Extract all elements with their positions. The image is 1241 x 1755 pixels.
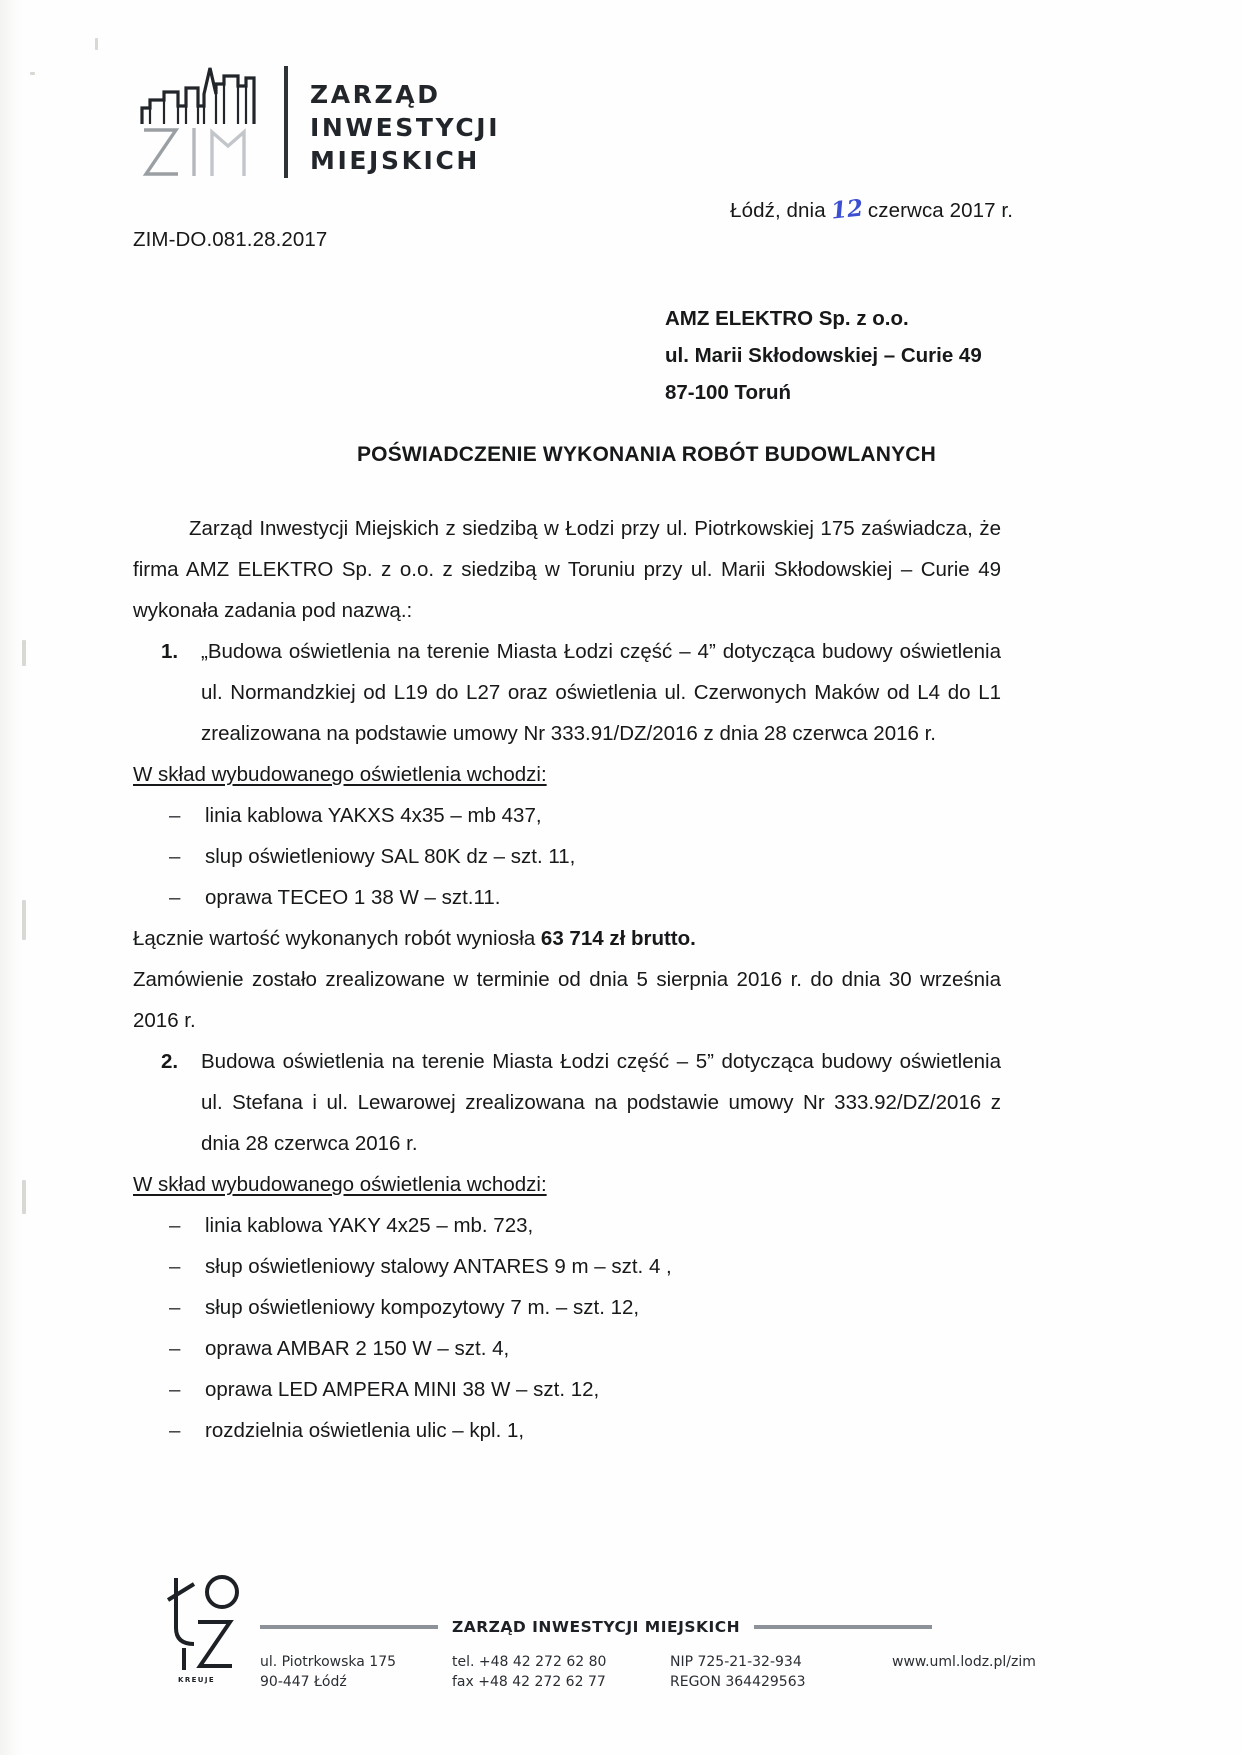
document-body <box>133 508 1001 1451</box>
dash-bullet-icon: – <box>169 1419 181 1442</box>
scan-speck <box>22 640 26 666</box>
footer-nip: NIP 725-21-32-934 <box>670 1654 802 1670</box>
task-list-1 <box>133 631 1001 754</box>
scan-edge-artifact <box>0 0 26 1755</box>
dash-bullet-icon: – <box>169 1255 181 1278</box>
list-item <box>133 1246 1001 1287</box>
dash-bullet-icon: – <box>169 1296 181 1319</box>
footer-address-city: 90-447 Łódź <box>260 1674 347 1690</box>
list-item-label: słup oświetleniowy kompozytowy 7 m. – szt. 12, <box>205 1296 640 1319</box>
footer-regon: REGON 364429563 <box>670 1674 806 1690</box>
addressee-street: ul. Marii Skłodowskiej – Curie 49 <box>665 344 982 367</box>
task-number-1: 1. <box>161 640 179 663</box>
list-item <box>133 795 1001 836</box>
list-item <box>133 1410 1001 1451</box>
contract-value-amount: 63 714 zł brutto. <box>540 927 696 950</box>
addressee-block <box>665 300 982 411</box>
list-item <box>133 836 1001 877</box>
footer-fax: fax +48 42 272 62 77 <box>452 1674 606 1690</box>
list-item-label: linia kablowa YAKY 4x25 – mb. 723, <box>205 1214 534 1237</box>
addressee-city: 87-100 Toruń <box>665 381 792 404</box>
task-item-2 <box>133 1041 1001 1164</box>
components-heading-2: W skład wybudowanego oświetlenia wchodzi: <box>133 1173 547 1196</box>
footer-rule-left <box>260 1625 438 1629</box>
dash-bullet-icon: – <box>169 1214 181 1237</box>
list-item-label: oprawa AMBAR 2 150 W – szt. 4, <box>205 1337 510 1360</box>
contract-value-line <box>133 918 1001 959</box>
task-text-1: „Budowa oświetlenia na terenie Miasta Łodzi część – 4” dotycząca budowy oświetlenia ul. Normandzkiej od L19 do L27 oraz oświetlenia ul. Czerwonych Maków od L4 do L1 zrealizowana na podstawie umowy Nr 333.91/DZ/2016 z dnia 28 czerwca 2016 r. <box>201 640 1001 745</box>
task-number-2: 2. <box>161 1050 179 1073</box>
page-title: POŚWIADCZENIE WYKONANIA ROBÓT BUDOWLANYCH <box>356 443 937 466</box>
addressee-company: AMZ ELEKTRO Sp. z o.o. <box>665 307 909 330</box>
lodz-kreuje-logo-icon <box>160 1570 264 1686</box>
footer-organisation-name: ZARZĄD INWESTYCJI MIEJSKICH <box>452 1618 741 1636</box>
footer-phone <box>452 1652 670 1692</box>
scan-speck <box>22 1180 26 1214</box>
list-item <box>133 1328 1001 1369</box>
list-item <box>133 1287 1001 1328</box>
document-footer <box>150 1570 1110 1700</box>
letterhead <box>138 62 500 180</box>
scan-speck <box>30 72 35 75</box>
components-heading-1: W skład wybudowanego oświetlenia wchodzi: <box>133 763 547 786</box>
components-list-2 <box>133 1205 1001 1451</box>
task-list-2 <box>133 1041 1001 1164</box>
logo-line-2: INWESTYCJI <box>310 113 501 142</box>
task-text-2: Budowa oświetlenia na terenie Miasta Łodzi część – 5” dotycząca budowy oświetlenia ul. Stefana i ul. Lewarowej zrealizowana na podstawie umowy Nr 333.92/DZ/2016 z dnia 28 czerwca 2016 r. <box>201 1050 1001 1155</box>
footer-website[interactable]: www.uml.lodz.pl/zim <box>892 1654 1036 1670</box>
list-item <box>133 877 1001 918</box>
handwritten-date: 12 <box>829 194 865 225</box>
components-list-1 <box>133 795 1001 918</box>
organisation-name <box>310 62 500 177</box>
footer-rule-right <box>754 1625 932 1629</box>
list-item-label: linia kablowa YAKXS 4x35 – mb 437, <box>205 804 542 827</box>
logo-line-1: ZARZĄD <box>310 80 441 109</box>
zim-skyline-logo-icon <box>138 62 270 180</box>
footer-address <box>260 1652 452 1692</box>
reference-number: ZIM-DO.081.28.2017 <box>133 228 328 251</box>
svg-text:KREUJE: KREUJE <box>178 1676 216 1684</box>
list-item <box>133 1205 1001 1246</box>
vertical-divider-icon <box>284 66 288 178</box>
footer-contact-details <box>260 1652 1120 1692</box>
list-item <box>133 1369 1001 1410</box>
dash-bullet-icon: – <box>169 1337 181 1360</box>
list-item-label: rozdzielnia oświetlenia ulic – kpl. 1, <box>205 1419 525 1442</box>
scan-speck <box>95 38 98 50</box>
scan-speck <box>22 900 26 940</box>
task-item-1 <box>133 631 1001 754</box>
dash-bullet-icon: – <box>169 886 181 909</box>
logo-line-3: MIEJSKICH <box>310 146 480 175</box>
dash-bullet-icon: – <box>169 1378 181 1401</box>
footer-address-street: ul. Piotrkowska 175 <box>260 1654 397 1670</box>
contract-value-prefix: Łącznie wartość wykonanych robót wyniosła <box>133 927 541 950</box>
list-item-label: oprawa LED AMPERA MINI 38 W – szt. 12, <box>205 1378 600 1401</box>
date-suffix: czerwca 2017 r. <box>867 199 1013 222</box>
footer-tax-ids <box>670 1652 892 1692</box>
list-item-label: oprawa TECEO 1 38 W – szt.11. <box>205 886 501 909</box>
list-item-label: slup oświetleniowy SAL 80K dz – szt. 11, <box>205 845 576 868</box>
date-line <box>730 196 1013 223</box>
footer-tel: tel. +48 42 272 62 80 <box>452 1654 607 1670</box>
list-item-label: słup oświetleniowy stalowy ANTARES 9 m – szt. 4 , <box>205 1255 672 1278</box>
dash-bullet-icon: – <box>169 804 181 827</box>
completion-term-paragraph: Zamówienie zostało zrealizowane w terminie od dnia 5 sierpnia 2016 r. do dnia 30 września 2016 r. <box>133 968 1001 1032</box>
dash-bullet-icon: – <box>169 845 181 868</box>
date-prefix: Łódź, dnia <box>730 199 826 222</box>
intro-paragraph: Zarząd Inwestycji Miejskich z siedzibą w Łodzi przy ul. Piotrkowskiej 175 zaświadcza, że firma AMZ ELEKTRO Sp. z o.o. z siedzibą w Toruniu przy ul. Marii Skłodowskiej – Curie 49 wykonała zadania pod nazwą.: <box>133 517 1001 622</box>
footer-title-row <box>260 1618 1110 1636</box>
